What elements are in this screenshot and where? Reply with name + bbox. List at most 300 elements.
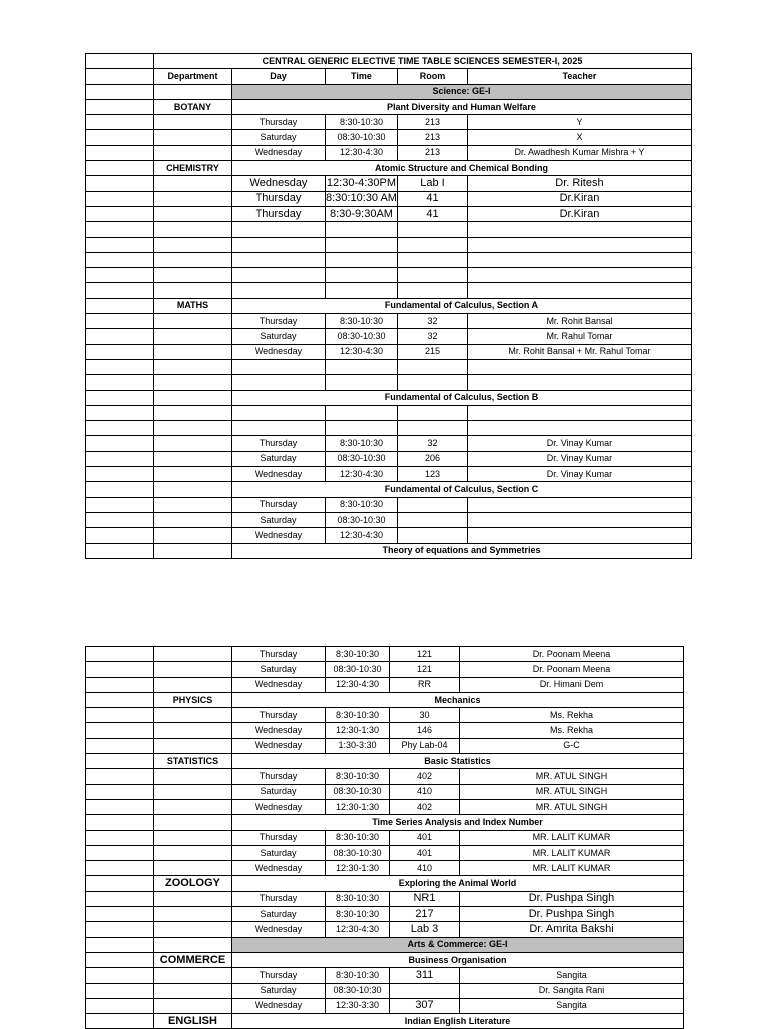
blank-cell: [86, 662, 154, 677]
empty-row: [86, 268, 692, 283]
time-cell: 12:30-1:30: [326, 861, 390, 876]
empty-cell: [154, 222, 232, 237]
time-cell: 12:30-4:30PM: [326, 176, 398, 191]
empty-cell: [326, 283, 398, 298]
empty-cell: [154, 283, 232, 298]
subject-title: Time Series Analysis and Index Number: [232, 815, 684, 830]
day-cell: Saturday: [232, 845, 326, 860]
teacher-cell: [467, 497, 691, 512]
time-cell: 8:30-10:30: [326, 497, 398, 512]
dept-cell: [154, 769, 232, 784]
table-row: [86, 723, 684, 738]
empty-cell: [397, 375, 467, 390]
blank-cell: [86, 543, 154, 558]
blank-cell: [86, 723, 154, 738]
blank-cell: [86, 206, 154, 221]
empty-cell: [467, 405, 691, 420]
table-row: [86, 191, 692, 206]
room-cell: 401: [390, 830, 460, 845]
blank-cell: [86, 830, 154, 845]
teacher-cell: Dr. Pushpa Singh: [460, 907, 684, 922]
empty-cell: [326, 421, 398, 436]
blank-cell: [86, 708, 154, 723]
blank-cell: [86, 298, 154, 313]
day-cell: Thursday: [232, 708, 326, 723]
empty-cell: [467, 375, 691, 390]
blank-cell: [86, 467, 154, 482]
teacher-cell: MR. LALIT KUMAR: [460, 845, 684, 860]
blank-cell: [86, 647, 154, 662]
time-cell: 8:30-9:30AM: [326, 206, 398, 221]
department-name: CHEMISTRY: [154, 161, 232, 176]
blank-cell: [86, 769, 154, 784]
blank-cell: [86, 815, 154, 830]
table-row: [86, 983, 684, 998]
day-cell: Thursday: [232, 968, 326, 983]
department-name: PHYSICS: [154, 692, 232, 707]
time-cell: 12:30-1:30: [326, 799, 390, 814]
department-name: COMMERCE: [154, 952, 232, 967]
table-row: [86, 206, 692, 221]
subject-title: Fundamental of Calculus, Section B: [232, 390, 692, 405]
header-day: Day: [232, 69, 326, 84]
time-cell: 12:30-4:30: [326, 677, 390, 692]
room-cell: [390, 983, 460, 998]
table-row: [86, 907, 684, 922]
room-cell: Lab 3: [390, 922, 460, 937]
blank-cell: [86, 99, 154, 114]
empty-cell: [232, 268, 326, 283]
table-row: [86, 998, 684, 1013]
time-cell: 1:30-3:30: [326, 738, 390, 753]
subject-row: [86, 692, 684, 707]
dept-cell: [154, 861, 232, 876]
blank-cell: [86, 784, 154, 799]
teacher-cell: Dr. Poonam Meena: [460, 647, 684, 662]
empty-row: [86, 252, 692, 267]
room-cell: [397, 497, 467, 512]
table-row: [86, 130, 692, 145]
time-cell: 8:30-10:30: [326, 891, 390, 906]
empty-cell: [154, 421, 232, 436]
empty-cell: [154, 237, 232, 252]
day-cell: Saturday: [232, 983, 326, 998]
department-name: BOTANY: [154, 99, 232, 114]
subject-row: [86, 876, 684, 891]
room-cell: Lab I: [397, 176, 467, 191]
subject-title: Mechanics: [232, 692, 684, 707]
room-cell: 41: [397, 206, 467, 221]
department-name: [154, 482, 232, 497]
empty-cell: [397, 268, 467, 283]
time-cell: 8:30:10:30 AM: [326, 191, 398, 206]
dept-cell: [154, 145, 232, 160]
subject-row: [86, 298, 692, 313]
dept-cell: [154, 647, 232, 662]
dept-cell: [154, 191, 232, 206]
blank-cell: [86, 176, 154, 191]
dept-cell: [154, 998, 232, 1013]
teacher-cell: Mr. Rahul Tomar: [467, 329, 691, 344]
header-department: Department: [154, 69, 232, 84]
empty-cell: [232, 252, 326, 267]
teacher-cell: MR. LALIT KUMAR: [460, 830, 684, 845]
timetable-page-1: [85, 53, 692, 559]
empty-row: [86, 405, 692, 420]
empty-cell: [232, 359, 326, 374]
dept-cell: [154, 723, 232, 738]
empty-cell: [467, 283, 691, 298]
time-cell: 12:30-4:30: [326, 922, 390, 937]
subject-row: [86, 754, 684, 769]
table-row: [86, 451, 692, 466]
day-cell: Thursday: [232, 115, 326, 130]
table-row: [86, 677, 684, 692]
blank-cell: [86, 252, 154, 267]
day-cell: Wednesday: [232, 528, 326, 543]
dept-cell: [154, 830, 232, 845]
teacher-cell: Dr. Vinay Kumar: [467, 451, 691, 466]
teacher-cell: Dr. Pushpa Singh: [460, 891, 684, 906]
time-cell: 8:30-10:30: [326, 708, 390, 723]
empty-cell: [232, 405, 326, 420]
table-row: [86, 662, 684, 677]
empty-cell: [326, 359, 398, 374]
room-cell: RR: [390, 677, 460, 692]
room-cell: 32: [397, 329, 467, 344]
department-name: [154, 815, 232, 830]
table-row: [86, 769, 684, 784]
table-row: [86, 799, 684, 814]
blank-cell: [86, 922, 154, 937]
empty-cell: [467, 268, 691, 283]
day-cell: Wednesday: [232, 723, 326, 738]
dept-cell: [154, 799, 232, 814]
time-cell: 8:30-10:30: [326, 968, 390, 983]
table-row: [86, 145, 692, 160]
empty-cell: [326, 252, 398, 267]
time-cell: 12:30-3:30: [326, 998, 390, 1013]
dept-cell: [154, 467, 232, 482]
department-name: MATHS: [154, 298, 232, 313]
blank-cell: [86, 222, 154, 237]
empty-cell: [326, 375, 398, 390]
dept-cell: [154, 677, 232, 692]
timetable-page-2: [85, 646, 684, 1029]
day-cell: Saturday: [232, 907, 326, 922]
table-row: [86, 845, 684, 860]
dept-cell: [154, 907, 232, 922]
subject-title: Fundamental of Calculus, Section A: [232, 298, 692, 313]
empty-cell: [397, 359, 467, 374]
subject-title: Indian English Literature: [232, 1014, 684, 1029]
teacher-cell: Dr. Sangita Rani: [460, 983, 684, 998]
room-cell: 146: [390, 723, 460, 738]
empty-row: [86, 237, 692, 252]
teacher-cell: Dr. Vinay Kumar: [467, 436, 691, 451]
room-cell: 206: [397, 451, 467, 466]
header-teacher: Teacher: [467, 69, 691, 84]
teacher-cell: Mr. Rohit Bansal: [467, 314, 691, 329]
time-cell: 08:30-10:30: [326, 130, 398, 145]
day-cell: Saturday: [232, 451, 326, 466]
teacher-cell: Ms. Rekha: [460, 708, 684, 723]
day-cell: Wednesday: [232, 344, 326, 359]
teacher-cell: Dr.Kiran: [467, 206, 691, 221]
day-cell: Thursday: [232, 830, 326, 845]
dept-cell: [154, 314, 232, 329]
table-row: [86, 344, 692, 359]
empty-cell: [467, 421, 691, 436]
dept-cell: [154, 738, 232, 753]
blank-cell: [86, 968, 154, 983]
table-row: [86, 329, 692, 344]
day-cell: Thursday: [232, 206, 326, 221]
teacher-cell: Dr.Kiran: [467, 191, 691, 206]
time-cell: 08:30-10:30: [326, 329, 398, 344]
table-row: [86, 512, 692, 527]
room-cell: 213: [397, 115, 467, 130]
time-cell: 08:30-10:30: [326, 784, 390, 799]
day-cell: Thursday: [232, 891, 326, 906]
dept-cell: [154, 983, 232, 998]
empty-cell: [326, 222, 398, 237]
table-row: [86, 176, 692, 191]
day-cell: Wednesday: [232, 998, 326, 1013]
dept-cell: [154, 662, 232, 677]
dept-cell: [154, 968, 232, 983]
blank-cell: [86, 845, 154, 860]
title-row: [86, 54, 692, 69]
table-row: [86, 115, 692, 130]
table-row: [86, 467, 692, 482]
table-row: [86, 738, 684, 753]
empty-cell: [154, 405, 232, 420]
time-cell: 8:30-10:30: [326, 769, 390, 784]
table-row: [86, 314, 692, 329]
time-cell: 8:30-10:30: [326, 314, 398, 329]
dept-cell: [154, 937, 232, 952]
table-row: [86, 968, 684, 983]
day-cell: Thursday: [232, 497, 326, 512]
time-cell: 12:30-1:30: [326, 723, 390, 738]
teacher-cell: [467, 512, 691, 527]
blank-cell: [86, 907, 154, 922]
empty-cell: [397, 421, 467, 436]
empty-row: [86, 375, 692, 390]
dept-cell: [154, 708, 232, 723]
empty-cell: [326, 237, 398, 252]
dept-cell: [154, 512, 232, 527]
subject-row: [86, 482, 692, 497]
teacher-cell: Dr. Amrita Bakshi: [460, 922, 684, 937]
blank-cell: [86, 375, 154, 390]
day-cell: Wednesday: [232, 861, 326, 876]
blank-cell: [86, 390, 154, 405]
table-row: [86, 647, 684, 662]
empty-cell: [397, 405, 467, 420]
time-cell: 08:30-10:30: [326, 662, 390, 677]
department-name: ENGLISH: [154, 1014, 232, 1029]
day-cell: Saturday: [232, 662, 326, 677]
blank-cell: [86, 952, 154, 967]
room-cell: 123: [397, 467, 467, 482]
subject-title: Atomic Structure and Chemical Bonding: [232, 161, 692, 176]
blank-cell: [86, 329, 154, 344]
table-row: [86, 830, 684, 845]
room-cell: 410: [390, 861, 460, 876]
blank-cell: [86, 84, 154, 99]
subject-title: Basic Statistics: [232, 754, 684, 769]
blank-cell: [86, 191, 154, 206]
dept-cell: [154, 891, 232, 906]
day-cell: Saturday: [232, 130, 326, 145]
room-cell: 213: [397, 130, 467, 145]
room-cell: 410: [390, 784, 460, 799]
empty-row: [86, 283, 692, 298]
teacher-cell: Dr. Awadhesh Kumar Mishra + Y: [467, 145, 691, 160]
time-cell: 08:30-10:30: [326, 983, 390, 998]
subject-title: Theory of equations and Symmetries: [232, 543, 692, 558]
blank-cell: [86, 161, 154, 176]
subject-row: [86, 161, 692, 176]
dept-cell: [154, 329, 232, 344]
room-cell: 402: [390, 769, 460, 784]
room-cell: 217: [390, 907, 460, 922]
room-cell: 213: [397, 145, 467, 160]
room-cell: 121: [390, 647, 460, 662]
dept-cell: [154, 84, 232, 99]
empty-cell: [232, 375, 326, 390]
room-cell: [397, 528, 467, 543]
dept-cell: [154, 451, 232, 466]
empty-cell: [397, 222, 467, 237]
department-name: ZOOLOGY: [154, 876, 232, 891]
subject-title: Plant Diversity and Human Welfare: [232, 99, 692, 114]
teacher-cell: Dr. Vinay Kumar: [467, 467, 691, 482]
subject-title: Exploring the Animal World: [232, 876, 684, 891]
empty-cell: [397, 237, 467, 252]
room-cell: Phy Lab-04: [390, 738, 460, 753]
empty-cell: [154, 375, 232, 390]
empty-cell: [326, 268, 398, 283]
blank-cell: [86, 436, 154, 451]
day-cell: Thursday: [232, 436, 326, 451]
blank-cell: [86, 145, 154, 160]
room-cell: 311: [390, 968, 460, 983]
teacher-cell: MR. ATUL SINGH: [460, 799, 684, 814]
day-cell: Thursday: [232, 647, 326, 662]
day-cell: Wednesday: [232, 145, 326, 160]
day-cell: Wednesday: [232, 467, 326, 482]
subject-row: [86, 1014, 684, 1029]
subject-row: [86, 543, 692, 558]
teacher-cell: Sangita: [460, 968, 684, 983]
time-cell: 12:30-4:30: [326, 528, 398, 543]
empty-cell: [326, 405, 398, 420]
subject-title: Fundamental of Calculus, Section C: [232, 482, 692, 497]
empty-row: [86, 359, 692, 374]
section-row: [86, 937, 684, 952]
blank-cell: [86, 738, 154, 753]
subject-row: [86, 952, 684, 967]
teacher-cell: Ms. Rekha: [460, 723, 684, 738]
day-cell: Thursday: [232, 191, 326, 206]
dept-cell: [154, 922, 232, 937]
header-row: [86, 69, 692, 84]
empty-cell: [154, 359, 232, 374]
table-row: [86, 708, 684, 723]
teacher-cell: X: [467, 130, 691, 145]
dept-cell: [154, 176, 232, 191]
room-cell: 32: [397, 314, 467, 329]
blank-cell: [86, 268, 154, 283]
teacher-cell: MR. ATUL SINGH: [460, 784, 684, 799]
time-cell: 08:30-10:30: [326, 451, 398, 466]
blank-cell: [86, 754, 154, 769]
empty-cell: [397, 283, 467, 298]
room-cell: NR1: [390, 891, 460, 906]
blank-cell: [86, 421, 154, 436]
blank-cell: [86, 861, 154, 876]
table-row: [86, 861, 684, 876]
teacher-cell: Dr. Poonam Meena: [460, 662, 684, 677]
time-cell: 08:30-10:30: [326, 845, 390, 860]
section-row: [86, 84, 692, 99]
room-cell: 307: [390, 998, 460, 1013]
empty-cell: [154, 268, 232, 283]
subject-row: [86, 390, 692, 405]
teacher-cell: Sangita: [460, 998, 684, 1013]
empty-row: [86, 222, 692, 237]
dept-cell: [154, 497, 232, 512]
blank-cell: [86, 937, 154, 952]
room-cell: 32: [397, 436, 467, 451]
teacher-cell: Y: [467, 115, 691, 130]
teacher-cell: Dr. Ritesh: [467, 176, 691, 191]
table-row: [86, 436, 692, 451]
empty-cell: [232, 222, 326, 237]
blank-cell: [86, 983, 154, 998]
blank-cell: [86, 692, 154, 707]
blank-cell: [86, 891, 154, 906]
time-cell: 12:30-4:30: [326, 467, 398, 482]
time-cell: 8:30-10:30: [326, 907, 390, 922]
timetable-title: CENTRAL GENERIC ELECTIVE TIME TABLE SCIENCES SEMESTER-I, 2025: [154, 54, 692, 69]
blank-cell: [86, 497, 154, 512]
blank-cell: [86, 528, 154, 543]
empty-cell: [467, 359, 691, 374]
time-cell: 12:30-4:30: [326, 344, 398, 359]
room-cell: 41: [397, 191, 467, 206]
dept-cell: [154, 784, 232, 799]
teacher-cell: Mr. Rohit Bansal + Mr. Rahul Tomar: [467, 344, 691, 359]
blank-cell: [86, 237, 154, 252]
header-room: Room: [397, 69, 467, 84]
teacher-cell: G-C: [460, 738, 684, 753]
blank-cell: [86, 512, 154, 527]
empty-cell: [232, 237, 326, 252]
time-cell: 8:30-10:30: [326, 115, 398, 130]
day-cell: Wednesday: [232, 176, 326, 191]
day-cell: Saturday: [232, 512, 326, 527]
blank-cell: [86, 1014, 154, 1029]
subject-title: Business Organisation: [232, 952, 684, 967]
dept-cell: [154, 115, 232, 130]
empty-cell: [467, 222, 691, 237]
dept-cell: [154, 845, 232, 860]
time-cell: 8:30-10:30: [326, 436, 398, 451]
